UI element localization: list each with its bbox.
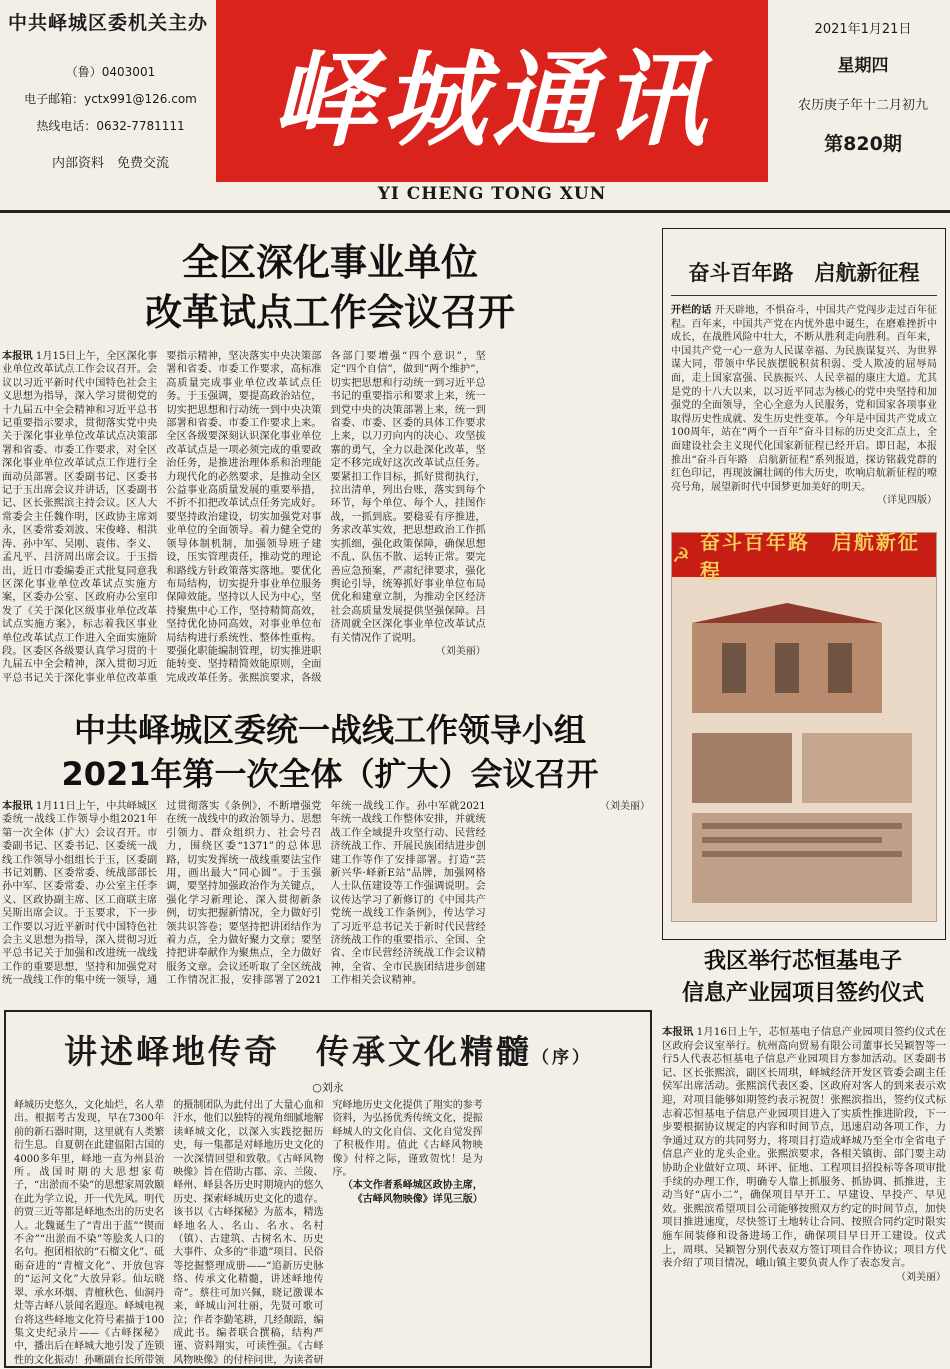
- weekday: 星期四: [837, 56, 889, 76]
- article3-headline: [656, 945, 950, 1009]
- article1-headline: [60, 238, 600, 338]
- article4-body: [14, 1099, 642, 1369]
- sidebar-body: [663, 296, 945, 526]
- article3-body: [662, 1026, 946, 1366]
- article4-box: [4, 1010, 652, 1368]
- sidebar-title: 奋斗百年路 启航新征程: [671, 229, 937, 296]
- lunar-date: 农历庚子年十二月初九: [797, 98, 928, 113]
- article4-author: 刘永: [321, 1081, 344, 1094]
- article2-headline: [10, 708, 650, 796]
- article2-text: 1月11日上午，中共峄城区委统一战线工作领导小组2021年第一次全体（扩大）会议召开。市委副书记、区委书记、区委统一战线工作领导小组组长于玉，区委副书记刘鹏、区委常委、统战部部长孙中军、区委常委、办公室主任李义、区政协副主席、区工商联主席吴斯出席会议。于玉要求，下一步工作要以习近平新时代中国特色社会主义思想为指导，深入贯彻习近平总书记关于加强和改进统一战线工作的重要思想，坚持和加强党对统一战线工作的集中统一领导，通过贯彻落实《条例》，不断增强党在统一战线中的政治领导力、思想引领力、群众组织力、社会号召力，围绕区委“1371”的总体思路，切实发挥统一战线重要法宝作用，画出最大“同心圆”。于玉强调，要坚持加强政治作为关键点，强化学习新理论、深入贯彻新条例，切实把握新情况，全力做好引领共识答卷；要坚持把讲团结作为着力点，全力做好聚力文章；要坚持把讲奉献作为聚焦点，全力做好服务文章。会议还听取了全区统战工作情况汇报，安排部署了2021年统一战线工作。孙中军就2021年统一战线工作整体安排，并就统战工作全域提升攻坚行动、民营经济统战工作、开展民族团结进步创建工作等作了安排部署。打造“芸新兴华·峄新E站”品牌，加强网格人士队伍建设等工作强调说明。会议传达学习了新修订的《中国共产党统一战线工作条例》，传达学习了习近平总书记关于新时代民营经济统战工作的重要指示、全国、全省、全市民营经济统战工作会议精神，全省、全市民族团结进步创建工作相关会议精神。: [2, 801, 486, 987]
- article4-title-suffix: （序）: [532, 1048, 592, 1068]
- article1-title-line1: 全区深化事业单位: [182, 241, 478, 284]
- sidebar-box: [662, 228, 946, 940]
- email: 电子邮箱：yctx991@126.com: [24, 92, 197, 106]
- sidebar-text: 开天辟地，不惧奋斗，中国共产党闯步走过百年征程。百年来，中国共产党在内忧外患中诞生，在磨难挫折中成长，在战胜风险中壮大，不断从胜利走向胜利。百年来，中国共产党一心一意为人民谋幸福、为民族谋复兴、为世界谋大同，带领中华民族摆脱积贫积弱、受人欺凌的屈辱局面，走上国家富强、民族振兴、人民幸福的康庄大道。尤其是党的十八大以来，以习近平同志为核心的党中央坚持和加强党的全面领导，全心全意为人民服务，党和国家各项事业取得历史性成就、发生历史性变革。今年是中国共产党成立100周年，站在“两个一百年”奋斗目标的历史交汇点上，全面建设社会主义现代化国家新征程已经开启。即日起，本报推出“奋斗百年路 启航新征程”系列报道，探访铭载党群的红色印记，再现波澜壮阔的伟大历史，吹响启航新征程的嘹亮号角，展望新时代中国梦更加美好的明天。: [671, 305, 938, 493]
- organizer: 中共峄城区委机关主办: [8, 12, 209, 34]
- article1-title-line2: 改革试点工作会议召开: [145, 291, 515, 334]
- sidebar-banner: [672, 530, 936, 583]
- article1-byline: （刘美丽）: [435, 645, 486, 657]
- article2-title-line1: 中共峄城区委统一战线工作领导小组: [73, 711, 586, 749]
- distribution-note: 内部资料 免费交流: [51, 156, 169, 171]
- article4-author-line: [6, 1079, 650, 1095]
- registration-number: （鲁）0403001: [65, 65, 156, 79]
- article3-text: 1月16日上午，芯恒基电子信息产业园项目签约仪式在区政府会议室举行。杭州高向贸易有限公司董事长吴颖智等一行5人代表芯恒基电子信息产业园项目方参加活动。区委副书记、区长张熙滨，副区长周琪，峄城经济开发区管委会副主任侯军出席活动。张熙滨代表区委、区政府对客人的到来表示欢迎，对项目能够如期签约表示祝贺！张熙滨指出，签约仪式标志着芯恒基电子信息产业园项目进入了实质性推进阶段，下一步要根据协议规定的内容和时间节点，迅速启动各项工作，力争通过双方的共同努力，将项目打造成峄城乃至全市全省电子信息产业的龙头企业。张熙滨要求，各相关镇街、部门要主动协助企业做好立项、环评、征地、工程项目招投标等各项审批手续的办理工作，明确专人靠上抓服务、抓协调、抓推进，主动当好“店小二”，确保项目早开工、早建设、早投产、早见效。张熙滨希望项目公司能够按照双方约定的时间节点，加快项目推进速度，尽快签订土地转让合同、按照合同约定时限实施车间装修和设备进场工作，确保项目早日开工建设。仪式上，周琪、吴颖智分别代表双方签订项目合作协议；项目方代表介绍了项目情况，峨山镇主要负责人作了表态发言。: [662, 1026, 946, 1270]
- newspaper-photos-icon: [692, 733, 912, 903]
- header-right: [778, 18, 948, 156]
- article3-byline: （刘美丽）: [896, 1271, 946, 1283]
- hotline: 热线电话：0632-7781111: [36, 119, 185, 133]
- article2-title-line2: 2021年第一次全体（扩大）会议召开: [61, 755, 599, 793]
- article2-byline: （刘美丽）: [600, 801, 650, 812]
- header-rule: [0, 210, 950, 213]
- masthead-pinyin: YI CHENG TONG XUN: [377, 184, 607, 204]
- article1-body: [2, 350, 650, 690]
- article3-title-line1: 我区举行芯恒基电子: [703, 948, 902, 974]
- article2-body: [2, 800, 650, 998]
- red-building-photo-icon: [692, 603, 882, 713]
- article4-byline: （本文作者系峄城区政协主席，《古峄风物映像》详见三版）: [342, 1180, 483, 1205]
- issue-date: 2021年1月21日: [814, 22, 912, 37]
- masthead: 峄城通讯: [216, 0, 768, 182]
- issue-number: 第820期: [824, 133, 902, 155]
- party-emblem-icon: ☭: [672, 543, 692, 567]
- article1-text: 1月15日上午，全区深化事业单位改革试点工作会议召开。会议以习近平新时代中国特色社会主义思想为指导，深入学习贯彻党的十九届五中全会精神和习近平总书记重要指示要求，贯彻落实党中央关于深化事业单位改革试点决策部署和省委、市委工作要求，对全区深化事业单位改革试点工作进行全面动员部署。区委副书记、区委书记于玉出席会议并讲话，区委副书记、区长张熙滨主持会议。区人大常委会主任魏作明，区政协主席刘永，区委常委刘波、宋俊峰、相洪涛、孙中军、吴刚、袁伟、李义、孟凡平、吕济周出席会议。于玉指出，近日市委编委正式批复同意我区深化事业单位改革试点实施方案，区委办公室、区政府办公室印发了《关于深化区级事业单位改革试点实施方案》，标志着我区事业单位改革试点工作进入全面实施阶段。区委区各级要认真学习贯的十九届五中全会精神，深入贯彻习近平总书记关于深化事业单位改革重要指示精神，坚决落实中央决策部署和省委、市委工作要求，高标准高质量完成事业单位改革试点任务。于玉强调，要提高政治站位，切实把思想和行动统一到中央决策部署和省委、市委工作要求上来。全区各级要深刻认识深化事业单位改革试点是一项必须完成的重要政治任务，是推进治理体系和治理能力现代化的必然要求，是推动全区公益事业高质量发展的重要举措，不折不扣把改革试点任务完成好。要坚持政治建设，切实加强党对事业单位的全面领导。着力健全党的领导体制机制，加强领导班子建设，压实管理责任，推动党的理论和路线方针政策落实落地。要优化布局结构，切实提升事业单位服务保障效能。坚持以人民为中心，坚持聚焦中心工作，坚持精简高效，坚持优化协同高效，对事业单位布局结构进行系统性、整体性重构。要强化职能编制管理，切实推进职能转变、坚持精简效能原则，全面完成改革任务。张熙滨要求，各级各部门要增强“四个意识”，坚定“四个自信”，做到“两个维护”，切实把思想和行动统一到习近平总书记的重要指示和要求上来，统一到党中央的决策部署上来，统一到省委、市委、区委的具体工作要求上来，以刀刃向内的决心、攻坚拔寨的勇气，全力以赴深化改革，坚定不移完成好这次改革试点任务。要紧扣工作目标，抓好贯彻执行，拉出清单，列出台账，落实到每个环节，每个单位、每个人，挂图作战，一抓到底。要稳妥有序推进，务求改革实效，把思想政治工作抓实抓细，强化政策保障，确保思想不乱、队伍不散、运转正常。要完善应急预案，严肃纪律要求，强化舆论引导，统筹抓好事业单位布局优化和建章立制，为推动全区经济社会高质量发展提供坚强保障。吕济周就全区深化事业单位改革试点有关情况作了说明。: [2, 351, 486, 684]
- circle-icon: ○: [312, 1081, 322, 1094]
- sidebar-banner-text: 奋斗百年路 启航新征程: [699, 530, 920, 583]
- article1-lead: 本报讯: [2, 350, 33, 362]
- sidebar-byline: （详见四版）: [877, 495, 937, 507]
- article4-text: 峄城历史悠久，文化灿烂，名人辈出。根据考古发现，早在7300年前的新石器时期，这里就有人类繁衍生息。自夏朝在此建偪阳古国的4000多年里，峄地一直为州县治所。战国时期的大思想家荀子，“出淤而不染”的思想家周敦颐在此为学立说，开一代先风。明代的贾三近等都是峄地杰出的历史名人。北魏诞生了“青出于蓝”“锲而不舍”“出淤而不染”等脍炙人口的名句。抱团相依的“石榴文化”、砥砺奋进的“青檀文化”、开放包容的“运河文化”大放异彩。仙坛晓翠、承水环烟、青檀秋色、仙洞丹灶等古峄八景闻名遐迩。峄城电视台将这些峄地文化符号素描于100集文史纪录片——《古峄探秘》中，播出后在峄城大地引发了连锁性的文化振动！孙晰副台长所带领的摄制团队为此付出了大量心血和汗水，他们以独特的视角细腻地解读峄城文化，以深入实践挖掘历史，每一集都是对峄地历史文化的一次深情回望和致敬。《古峄风物映像》旨在借助古郡、亲、兰陵、峄州、峄县各历史时期境内的悠久历史、探索峄城历史文化的遗存。该书以《古峄探秘》为蓝本，精选峄地名人、名山、名水、名村（镇）、古建筑、古树名木、历史大事件、众多的“非遗”项目、民俗等挖掘整理成册——“追新历史脉络、传承文化精髓，讲述峄地传奇”。蔡往可加兴佩，晓记激课本来，峄城山河壮丽，先贤可歌可泣；作者李勤笔耕，几经颠踣，编成此书。编者联合撰稿，结构严谨、资料翔实，可读性强。《古峄风物映像》的付梓问世，为读者研究峄地历史文化提供了翔实的参考资料，为弘扬优秀传统文化，提振峄城人的文化自信、文化自觉发挥了积极作用。值此《古峄风物映像》付梓之际，谨致贺忱！是为序。: [14, 1100, 483, 1366]
- sidebar-lead: 开栏的话: [671, 305, 712, 316]
- article3-title-line2: 信息产业园项目签约仪式: [681, 980, 924, 1006]
- article2-lead: 本报讯: [2, 800, 33, 812]
- article4-headline: [6, 1026, 650, 1073]
- article4-title: 讲述峄地传奇 传承文化精髓: [64, 1032, 532, 1071]
- sidebar-page-thumbnail: [671, 532, 937, 922]
- header-left: [8, 8, 213, 171]
- article3-lead: 本报讯: [662, 1026, 694, 1038]
